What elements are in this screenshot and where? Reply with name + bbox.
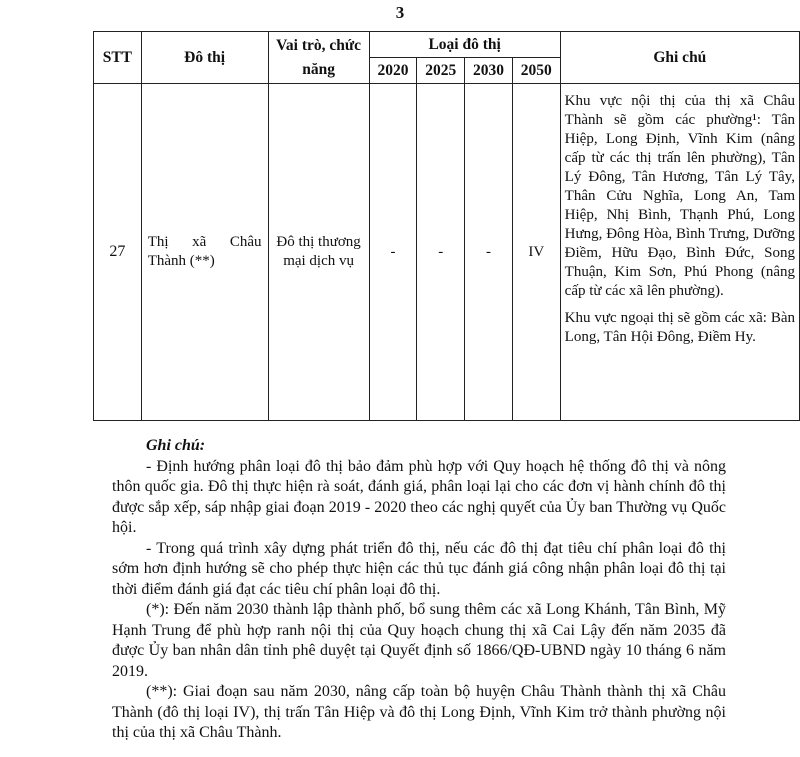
note-paragraph-2: - Trong quá trình xây dựng phát triển đô thị, nếu các đô thị đạt tiêu chí phân loại đô thị sớm hơn định hướng sẽ cho phép thực hiện các thủ tục đánh giá công nhận phân loại đô thị tại thời điểm đánh giá đạt các tiêu chí phân loại đô thị. [112,539,726,598]
header-stt: STT [94,32,142,84]
notes-section [112,436,726,744]
ghi-chu-noi-thi: Khu vực nội thị của thị xã Châu Thành sẽ gồm các phường¹: Tân Hiệp, Long Định, Vĩnh Kim (nâng cấp từ các thị trấn lên phường), Tân Lý Đông, Tân Hương, Tân Lý Tây, Thân Cửu Nghĩa, Long An, Tam Hiệp, Nhị Bình, Thạnh Phú, Long Hưng, Đông Hòa, Bình Trưng, Dưỡng Điềm, Hữu Đạo, Bình Đức, Song Thuận, Kim Sơn, Phú Phong (nâng cấp từ các xã lên phường). [564,93,795,299]
header-ghi-chu: Ghi chú [560,32,799,84]
urban-classification-table [93,31,800,421]
cell-year-2030: - [465,84,513,421]
header-year-2050: 2050 [512,58,560,84]
note-paragraph-4: (**): Giai đoạn sau năm 2030, nâng cấp toàn bộ huyện Châu Thành thành thị xã Châu Thành (đô thị loại IV), thị trấn Tân Hiệp và đô thị Long Định, Vĩnh Kim trở thành phường nội thị của thị xã Châu Thành. [112,683,726,741]
cell-vai-tro: Đô thị thương mại dịch vụ [268,84,369,421]
notes-title: Ghi chú: [146,437,206,454]
cell-year-2025: - [417,84,465,421]
cell-year-2050: IV [512,84,560,421]
note-paragraph-1: - Định hướng phân loại đô thị bảo đảm phù hợp với Quy hoạch hệ thống đô thị và nông thôn quốc gia. Đô thị thực hiện rà soát, đánh giá, phân loại lại cho các đơn vị hành chính đô thị được sắp xếp, sáp nhập giai đoạn 2019 - 2020 theo các nghị quyết của Ủy ban Thường vụ Quốc hội. [112,457,726,536]
note-paragraph-3: (*): Đến năm 2030 thành lập thành phố, bổ sung thêm các xã Long Khánh, Tân Bình, Mỹ Hạnh Trung để phù hợp ranh nội thị của Quy hoạch chung thị xã Cai Lậy đến năm 2035 đã được Ủy ban nhân dân tỉnh phê duyệt tại Quyết định số 1866/QĐ-UBND ngày 10 tháng 6 năm 2019. [112,601,726,680]
header-do-thi: Đô thị [141,32,268,84]
header-year-2030: 2030 [465,58,513,84]
header-year-2020: 2020 [369,58,417,84]
table-row [94,84,800,421]
header-loai-do-thi: Loại đô thị [369,32,560,58]
cell-ghi-chu [560,84,799,421]
cell-do-thi: Thị xã Châu Thành (**) [141,84,268,421]
page-number: 3 [395,3,405,22]
cell-year-2020: - [369,84,417,421]
header-year-2025: 2025 [417,58,465,84]
header-vai-tro: Vai trò, chức năng [268,32,369,84]
cell-stt: 27 [94,84,142,421]
ghi-chu-ngoai-thi: Khu vực ngoại thị sẽ gồm các xã: Bàn Long, Tân Hội Đông, Điềm Hy. [564,310,795,345]
